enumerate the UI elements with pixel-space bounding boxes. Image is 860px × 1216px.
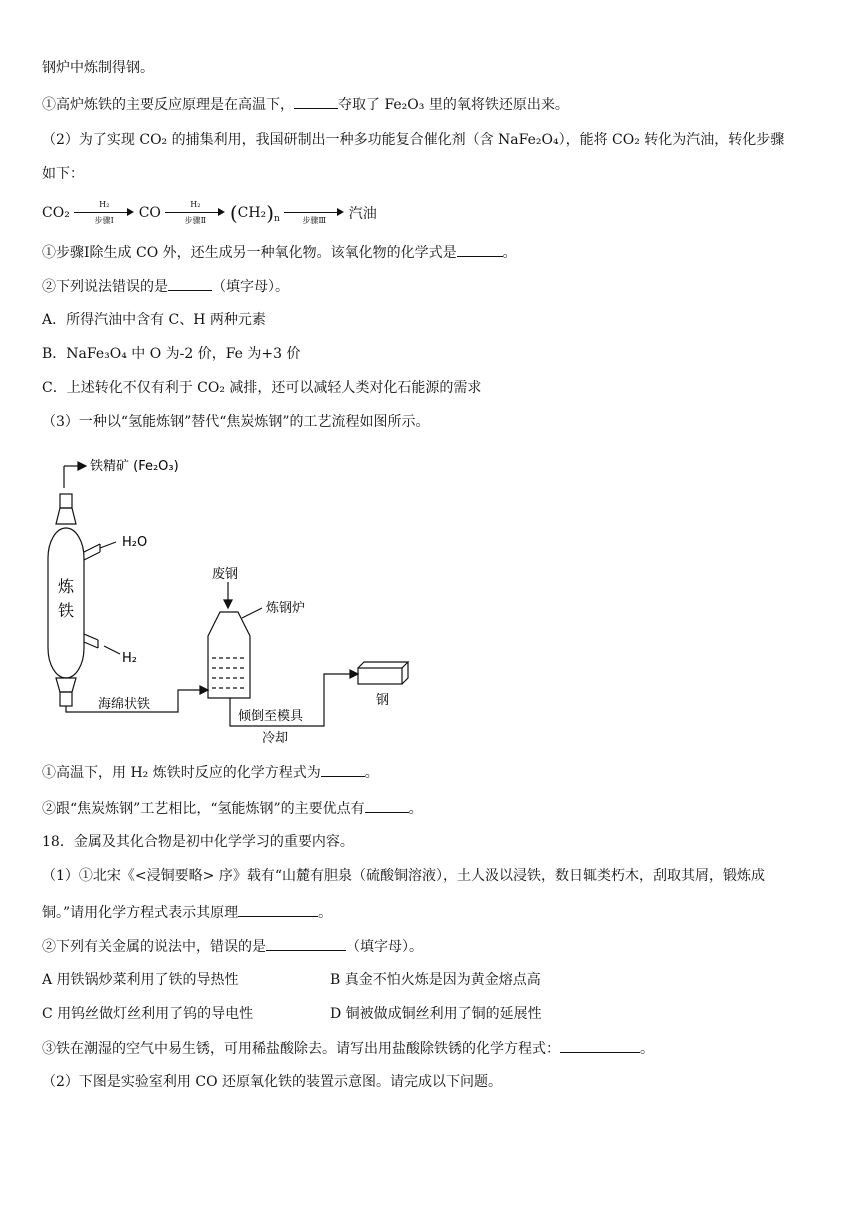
text: （填字母）。 bbox=[346, 939, 423, 955]
label-scrap-steel: 废钢 bbox=[212, 567, 239, 582]
formula-ch2: CH₂ bbox=[237, 205, 267, 221]
question-3-2 bbox=[42, 798, 423, 819]
question-2-2 bbox=[42, 276, 289, 297]
arrow-step3 bbox=[284, 200, 344, 226]
option-b: B．NaFe₃O₄ 中 O 为-2 价，Fe 为+3 价 bbox=[42, 346, 301, 362]
question-3-intro: （3）一种以“氢能炼钢”替代“焦炭炼钢”的工艺流程如图所示。 bbox=[42, 414, 430, 430]
answer-blank bbox=[560, 1038, 640, 1053]
arrow-top-label: H₂ bbox=[99, 200, 110, 209]
arrow-step2 bbox=[165, 200, 225, 226]
answer-blank bbox=[457, 242, 503, 257]
text: ①步骤Ⅰ除生成 CO 外，还生成另一种氧化物。该氧化物的化学式是 bbox=[42, 245, 457, 261]
text: 夺取了 Fe₂O₃ 里的氧将铁还原出来。 bbox=[338, 97, 569, 113]
text: 。 bbox=[640, 1041, 654, 1057]
arrow-bottom-label: 步骤Ⅲ bbox=[302, 216, 327, 225]
option-a: A 用铁锅炒菜利用了铁的导热性 bbox=[42, 972, 239, 988]
text: ③铁在潮湿的空气中易生锈，可用稀盐酸除去。请写出用盐酸除铁锈的化学方程式： bbox=[42, 1041, 560, 1057]
answer-blank bbox=[365, 798, 409, 813]
question-18-title: 18．金属及其化合物是初中化学学习的重要内容。 bbox=[42, 834, 354, 850]
label-sponge-iron: 海绵状铁 bbox=[98, 697, 151, 712]
text: 。 bbox=[502, 245, 517, 261]
option-d: D 铜被做成铜丝利用了铜的延展性 bbox=[330, 1006, 542, 1022]
label-h2o: H₂O bbox=[122, 535, 148, 550]
question-18-2-intro: （2）下图是实验室利用 CO 还原氧化铁的装置示意图。请完成以下问题。 bbox=[42, 1074, 502, 1090]
question-18-1-intro: （1）①北宋《<浸铜要略> 序》载有“山麓有胆泉（硫酸铜溶液），土人汲以浸铁，数日辄类朽木，刮取其屑，锻炼成 bbox=[42, 868, 765, 884]
answer-blank bbox=[168, 276, 212, 291]
label-h2: H₂ bbox=[122, 651, 137, 666]
label-furnace-1: 炼 bbox=[58, 577, 75, 596]
formula-co: CO bbox=[138, 205, 161, 221]
arrow-step1 bbox=[74, 200, 134, 226]
text-line: 钢炉中炼制得钢。 bbox=[42, 60, 154, 76]
hydrogen-steelmaking-diagram bbox=[40, 448, 420, 748]
label-steel-furnace: 炼钢炉 bbox=[266, 601, 306, 616]
label-steel: 钢 bbox=[376, 693, 390, 708]
question-2-1 bbox=[42, 242, 517, 263]
text: ②下列有关金属的说法中，错误的是 bbox=[42, 939, 266, 955]
conversion-equation: CO₂ H₂ 步骤Ⅰ CO H₂ 步骤Ⅱ $(CH_2)_n$ 步骤Ⅲ 汽油 bbox=[42, 200, 377, 225]
label-pour: 倾倒至模具 bbox=[238, 709, 304, 724]
text-line: 如下： bbox=[42, 166, 84, 182]
label-furnace-2: 铁 bbox=[58, 601, 75, 620]
option-c: C 用钨丝做灯丝利用了钨的导电性 bbox=[42, 1006, 254, 1022]
answer-blank bbox=[238, 902, 318, 917]
option-c: C．上述转化不仅有利于 CO₂ 减排，还可以减轻人类对化石能源的需求 bbox=[42, 380, 482, 396]
label-ore: 铁精矿 (Fe₂O₃) bbox=[90, 459, 179, 474]
text: ②下列说法错误的是 bbox=[42, 279, 168, 295]
option-a: A．所得汽油中含有 C、H 两种元素 bbox=[42, 312, 266, 328]
text: 。 bbox=[318, 905, 333, 921]
product-gasoline: 汽油 bbox=[348, 206, 377, 222]
option-b: B 真金不怕火炼是因为黄金熔点高 bbox=[330, 972, 541, 988]
arrow-top-label: H₂ bbox=[190, 200, 201, 209]
text: ②跟“焦炭炼钢”工艺相比，“氢能炼钢”的主要优点有 bbox=[42, 801, 365, 817]
text: 。 bbox=[364, 765, 379, 781]
text: ①高炉炼铁的主要反应原理是在高温下， bbox=[42, 97, 294, 113]
question-18-1-1 bbox=[42, 902, 332, 923]
question-2-intro: （2）为了实现 CO₂ 的捕集利用，我国研制出一种多功能复合催化剂（含 NaFe₂O₄），能将 CO₂ 转化为汽油，转化步骤 bbox=[42, 132, 785, 148]
text: 。 bbox=[408, 801, 423, 817]
question-3-1 bbox=[42, 762, 379, 783]
arrow-bottom-label: 步骤Ⅰ bbox=[94, 216, 114, 225]
label-cool: 冷却 bbox=[262, 731, 289, 746]
answer-blank bbox=[321, 762, 365, 777]
answer-blank bbox=[266, 936, 346, 951]
question-18-1-2 bbox=[42, 936, 423, 957]
text: ①高温下，用 H₂ 炼铁时反应的化学方程式为 bbox=[42, 765, 321, 781]
question-18-1-3 bbox=[42, 1038, 654, 1059]
text: 铜。”请用化学方程式表示其原理 bbox=[42, 905, 239, 921]
arrow-bottom-label: 步骤Ⅱ bbox=[184, 216, 207, 225]
text: （填字母）。 bbox=[212, 279, 289, 295]
answer-blank bbox=[294, 94, 338, 109]
question-1-1 bbox=[42, 94, 569, 115]
subscript-n: n bbox=[274, 213, 280, 224]
formula-co2: CO₂ bbox=[42, 205, 70, 221]
